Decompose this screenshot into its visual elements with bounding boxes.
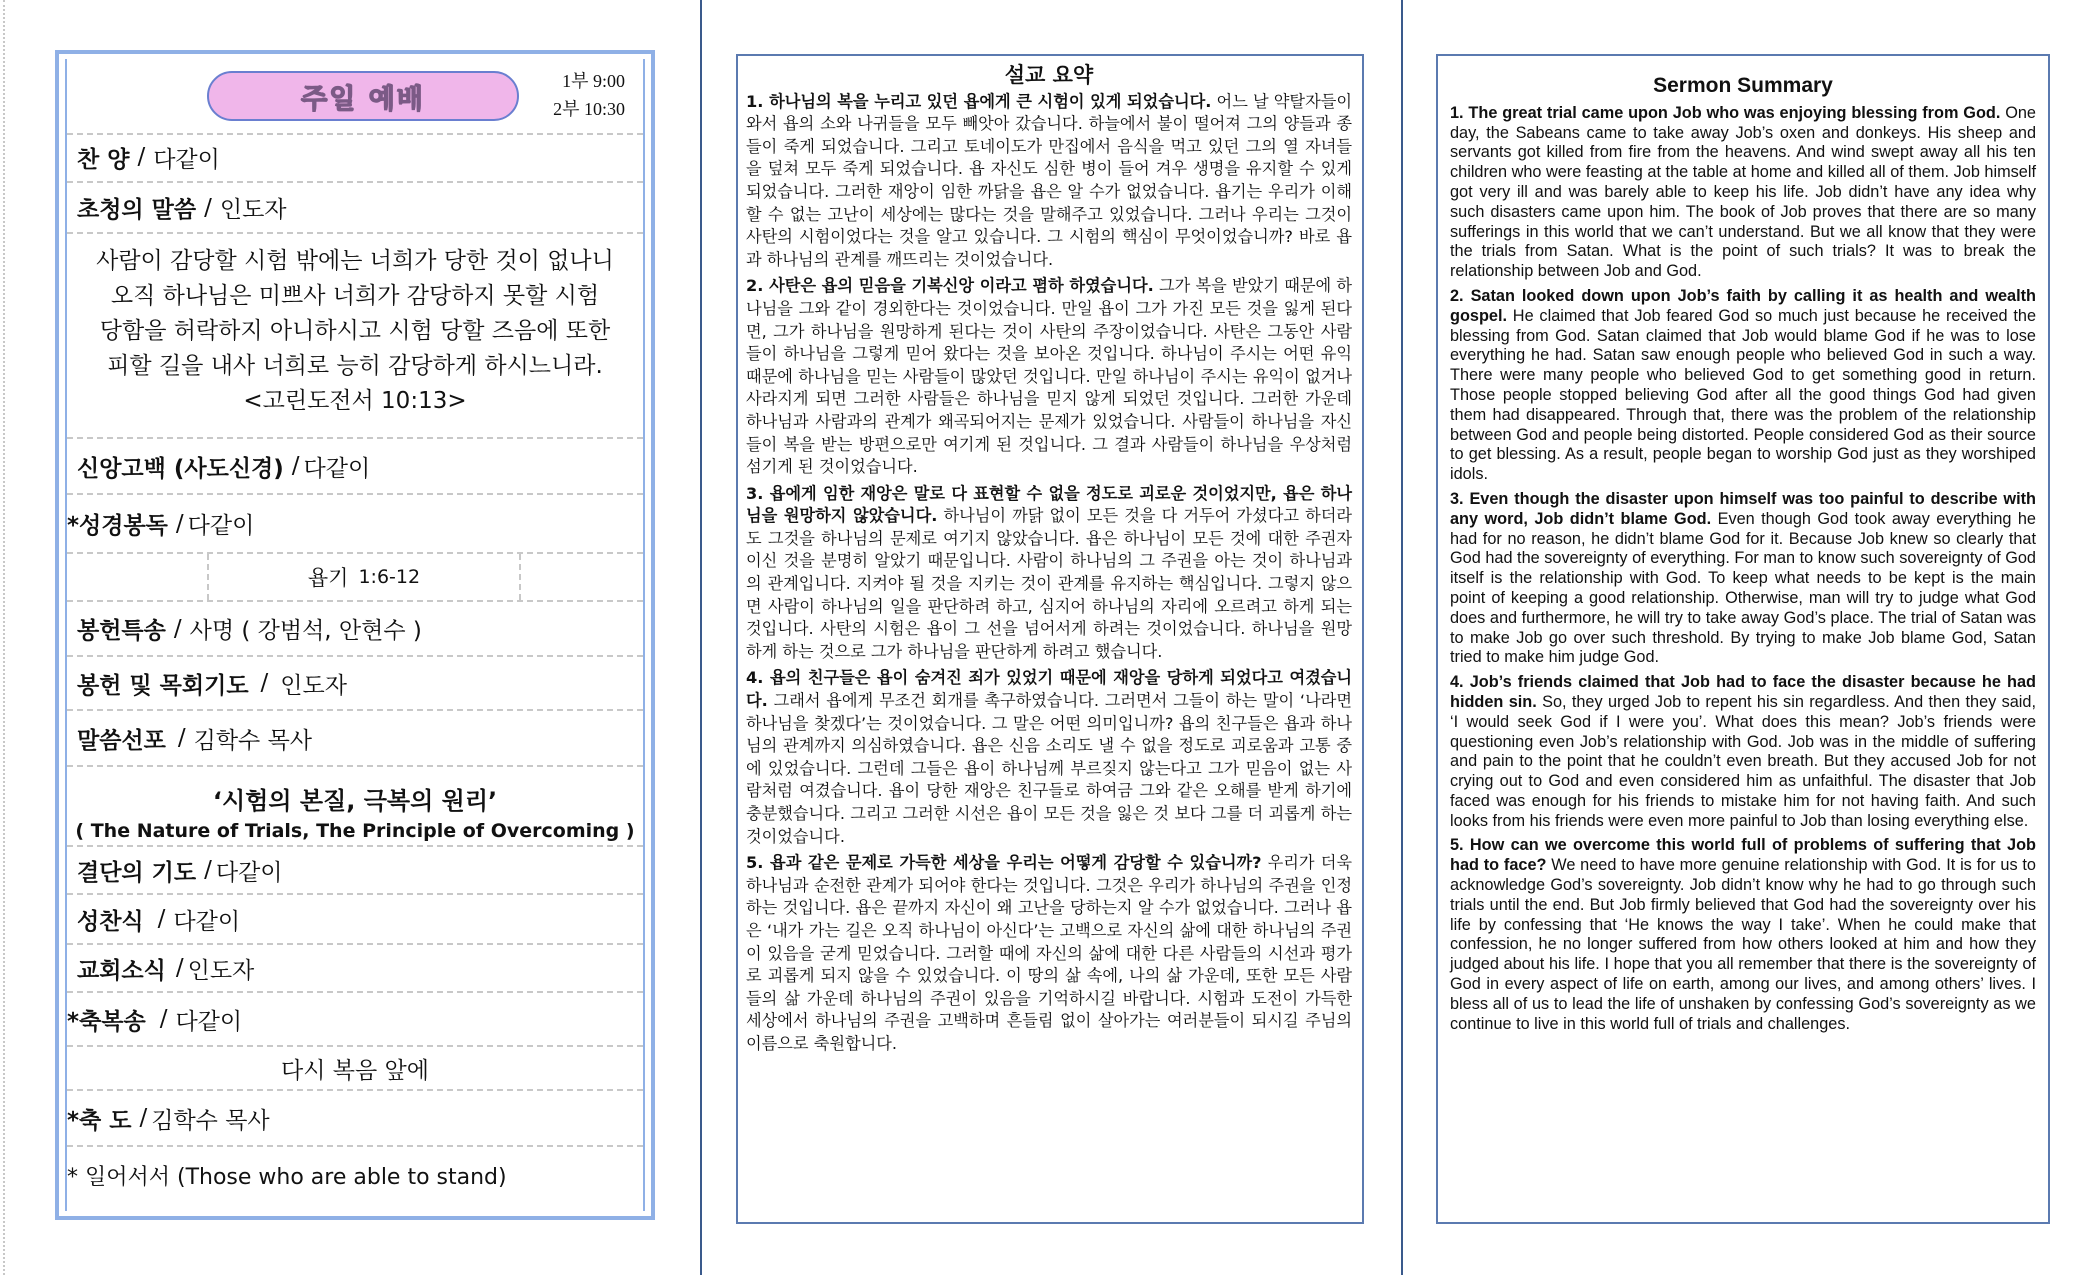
service-title: 주일 예배 bbox=[207, 71, 519, 121]
point-body: 그래서 욥에게 무조건 회개를 촉구하였습니다. 그러면서 그들이 하는 말이 ‘나라면 하나님을 찾겠다’는 것이었습니다. 그 말은 어떤 의미입니까? 욥의 친구들은 욥과 하나님의 관계까지 의심하였습니다. 욥은 신음 소리도 낼 수 없을 정도로 괴로움과 고통 중에 있었습니다. 그런데 그들은 욥이 하나님께 부르짖지 않는다고 그가 믿음이 없는 사람처럼 여겼습니다. 욥이 당한 재앙은 친구들로 하여금 그와 같은 오해를 받게 하기에 충분했습니다. 그리고 그러한 시선은 욥이 모든 것을 잃은 것 보다 그를 더 괴롭게 하는 것이었습니다. bbox=[746, 691, 1352, 846]
point-body: 그가 복을 받았기 때문에 하나님을 그와 같이 경외한다는 것이었습니다. 만일 욥이 그가 가진 모든 것을 잃게 된다면, 그가 하나님을 원망하게 된다는 것이 사탄의 주장이었습니다. 사탄은 그동안 사람들이 하나님을 그렇게 믿어 왔다는 것을 보아온 것입니다. 하나님이 주시는 어떤 유익 때문에 하나님을 믿는 사람들이 많았던 것입니다. 만일 하나님이 주시는 유익이 없거나 사라지게 되면 그러한 사람들은 하나님을 믿지 않게 되었던 것입니다. 그러한 가운데 하나님과 사람과의 관계가 왜곡되어지는 문제가 있었습니다. 사람들이 하나님을 자신들이 복을 받는 방편으로만 여기게 된 것입니다. 그 결과 사람들이 하나님을 우상처럼 섬기게 된 것이었습니다. bbox=[746, 276, 1353, 477]
passage-book: 욥기 bbox=[307, 566, 349, 590]
sermon-title-block bbox=[67, 767, 643, 847]
worship-item-sermon bbox=[67, 711, 643, 767]
sermon-summary-english bbox=[1436, 54, 2050, 1224]
panel-divider bbox=[1401, 0, 1403, 1275]
item-separator: / bbox=[175, 955, 184, 981]
item-separator: / bbox=[173, 615, 182, 642]
item-label: *성경봉독 bbox=[67, 513, 168, 539]
order-of-worship-inner bbox=[65, 59, 645, 1211]
service-times bbox=[553, 67, 625, 123]
blessing-song-title-row bbox=[67, 1047, 643, 1091]
summary-point bbox=[746, 91, 1352, 272]
stand-note-row bbox=[67, 1147, 643, 1203]
point-heading: 5. How can we overcome this world full of problems of suffering that Job had to face? bbox=[1450, 836, 2036, 875]
item-leader: 인도자 bbox=[219, 197, 287, 223]
panel-divider bbox=[700, 0, 702, 1275]
item-separator: / bbox=[204, 857, 212, 883]
summary-point bbox=[1450, 104, 2036, 282]
worship-item-blessing-song bbox=[67, 993, 643, 1047]
blessing-song-title: 다시 복음 앞에 bbox=[281, 1057, 429, 1084]
verse-line: 피할 길을 내사 너희로 능히 감당하게 하시느니라. bbox=[107, 353, 603, 379]
point-heading: 5. 욥과 같은 문제로 가득한 세상을 우리는 어떻게 감당할 수 있습니까? bbox=[746, 853, 1262, 873]
sermon-title-english: ( The Nature of Trials, The Principle of Overcoming ) bbox=[75, 820, 635, 842]
stand-note: * 일어서서 (Those who are able to stand) bbox=[67, 1164, 507, 1190]
item-separator: / bbox=[175, 510, 184, 537]
point-body: 어느 날 약탈자들이 와서 욥의 소와 나귀들을 모두 빼앗아 갔습니다. 하늘에서 불이 떨어져 그의 양들과 종들이 죽게 되었습니다. 그리고 토네이도가 만집에서 음식을 먹고 있던 그의 열 자녀들을 덮쳐 모두 죽게 되었습니다. 욥 자신도 심한 병이 들어 겨우 생명을 유지할 수 있게 되었습니다. 그러한 재앙이 임한 까닭을 욥은 알 수가 없었습니다. 욥기는 우리가 이해할 수 없는 고난이 세상에는 많다는 것을 말해주고 있었습니다. 그러나 우리는 그것이 사탄의 시험이었다는 것을 알고 있습니다. 그 시험의 핵심이 무엇이었습니까? 바로 욥과 하나님의 관계를 깨뜨리는 것이었습니다. bbox=[746, 91, 1353, 269]
item-label: 성찬식 bbox=[77, 908, 144, 935]
item-separator: / bbox=[159, 1006, 168, 1032]
item-label: 신앙고백 (사도신경) bbox=[77, 455, 284, 482]
point-body: So, they urged Job to repent his sin regardless. And then they said, ‘I would seek God if I were you’. What does this mean? Job’s friends were questioning even Job’s relationship with God. Job was in the middle of suffering and pain to the point that he couldn’t even breath. But they accused Job for not crying out to God and even considered him as unfaithful. The disaster that Job faced was enough for his friends to mistake him for not having faith. And such looks from his friends were even more painful to Job than losing everything else. bbox=[1450, 692, 2036, 830]
item-separator: / bbox=[137, 144, 146, 170]
item-label: 말씀선포 bbox=[77, 727, 166, 754]
passage-verses: 1:6-12 bbox=[358, 566, 421, 588]
verse-line: 당함을 허락하지 아니하시고 시험 당할 즈음에 또한 bbox=[99, 318, 611, 344]
item-separator: / bbox=[204, 194, 212, 221]
item-label: *축 도 bbox=[67, 1107, 132, 1134]
worship-item-communion bbox=[67, 895, 643, 945]
verse-line: 사람이 감당할 시험 밖에는 너희가 당한 것이 없나니 bbox=[96, 248, 614, 274]
point-body: 우리가 더욱 하나님과 순전한 관계가 되어야 한다는 것입니다. 그것은 우리가 하나님의 주권을 인정하는 것입니다. 욥은 끝까지 자신이 왜 고난을 당하는지 알 수가 없었습니다. 그러나 욥은 ‘내가 가는 길은 오직 하나님이 아신다’는 고백으로 자신의 삶에 대한 하나님의 주권이 있음을 굳게 믿었습니다. 그러할 때에 자신의 삶에 대한 다른 사람들의 시선과 평가로 괴롭게 되지 않을 수 있었습니다. 이 땅의 삶 속에, 나의 삶 가운데, 또한 모든 사람들의 삶 가운데 하나님의 주권이 있음을 기억하시길 바랍니다. 시험과 도전이 가득한 세상에서 하나님의 주권을 고백하며 흔들림 없이 살아가는 여러분들이 되시길 주님의 이름으로 축원합니다. bbox=[746, 853, 1353, 1053]
point-heading: 4. 욥의 친구들은 욥이 숨겨진 죄가 있었기 때문에 재앙을 당하게 되었다고 여겼습니다. bbox=[746, 668, 1352, 711]
item-label: *축복송 bbox=[67, 1008, 146, 1035]
invitation-verse bbox=[67, 234, 643, 439]
summary-title: 설교 요약 bbox=[1004, 63, 1094, 87]
summary-point bbox=[1450, 836, 2036, 1034]
item-label: 봉헌 및 목회기도 bbox=[77, 672, 249, 699]
worship-item-reading bbox=[67, 495, 643, 554]
item-leader: 김학수 목사 bbox=[151, 1107, 270, 1134]
item-separator: / bbox=[291, 453, 300, 479]
item-leader: 사명 ( 강범석, 안현수 ) bbox=[189, 618, 422, 644]
item-separator: / bbox=[139, 1105, 148, 1131]
item-label: 봉헌특송 bbox=[77, 618, 166, 644]
item-label: 초청의 말씀 bbox=[77, 197, 197, 223]
order-of-worship-panel bbox=[55, 50, 655, 1220]
worship-item-praise bbox=[67, 133, 643, 183]
sermon-summary-korean bbox=[736, 54, 1364, 1224]
item-leader: 다같이 bbox=[187, 513, 255, 539]
summary-point bbox=[746, 852, 1352, 1055]
worship-item-creed bbox=[67, 439, 643, 495]
point-heading: 3. Even though the disaster upon himself was too painful to describe with any word, Job didn’t blame God. bbox=[1450, 489, 2036, 528]
summary-title: Sermon Summary bbox=[1653, 74, 1833, 97]
worship-item-church-news bbox=[67, 945, 643, 993]
point-body: One day, the Sabeans came to take away Job’s oxen and donkeys. His sheep and servants got killed from fire from the heavens. And wind swept away all his ten children who were feasting at the table at home and killed all of them. Job himself got very ill and was barely able to keep his life. Job didn’t have any idea why such disasters came upon him. The book of Job proves that there are so many sufferings in this world that we can’t understand. But we all know that they were the trials from Satan. What is the point of such trials? It was to break the relationship between Job and God. bbox=[1450, 103, 2036, 281]
point-heading: 3. 욥에게 임한 재앙은 말로 다 표현할 수 없을 정도로 괴로운 것이었지만, 욥은 하나님을 원망하지 않았습니다. bbox=[746, 483, 1352, 526]
second-service-time: 2부 10:30 bbox=[553, 99, 625, 119]
summary-point bbox=[1450, 490, 2036, 668]
reading-passage bbox=[207, 554, 521, 600]
item-label: 찬 양 bbox=[77, 146, 130, 173]
item-label: 결단의 기도 bbox=[77, 859, 197, 886]
summary-point bbox=[746, 483, 1352, 664]
worship-item-offering bbox=[67, 657, 643, 711]
item-leader: 인도자 bbox=[187, 957, 255, 984]
point-heading: 4. Job’s friends claimed that Job had to face the disaster because he had hidden sin. bbox=[1450, 673, 2036, 711]
left-page-edge bbox=[3, 0, 5, 1275]
item-separator: / bbox=[157, 906, 166, 932]
item-separator: / bbox=[260, 670, 269, 696]
verse-reference: <고린도전서 10:13> bbox=[243, 388, 467, 414]
first-service-time: 1부 9:00 bbox=[562, 71, 625, 91]
verse-line: 오직 하나님은 미쁘사 너희가 감당하지 못할 시험 bbox=[110, 283, 600, 309]
worship-item-special-song bbox=[67, 602, 643, 657]
point-heading: 2. 사탄은 욥의 믿음을 기복신앙 이라고 폄하 하였습니다. bbox=[746, 276, 1154, 296]
point-heading: 1. 하나님의 복을 누리고 있던 욥에게 큰 시험이 있게 되었습니다. bbox=[746, 91, 1212, 111]
summary-point bbox=[1450, 673, 2036, 831]
point-body: Even though God took away everything he had for no reason, he didn’t blame God for it. Because Job knew so clearly that God had the sovereignty of everything. For man to know such sovereignty of God itself is the relationship with God. To keep what needs to be kept is the main point of keeping a good relationship. Otherwise, man will try to judge what God does and furthermore, he will try to take away God’s place. The trial of Satan was to make Job go over such threshold. By trying to make Job blame God, Satan tried to make him judge God. bbox=[1450, 509, 2036, 667]
point-heading: 1. The great trial came upon Job who was enjoying blessing from God. bbox=[1450, 103, 2001, 122]
summary-point bbox=[746, 275, 1352, 478]
item-separator: / bbox=[177, 725, 186, 751]
summary-point bbox=[746, 667, 1352, 848]
item-leader: 다같이 bbox=[153, 146, 220, 173]
item-leader: 다같이 bbox=[173, 908, 241, 935]
service-header bbox=[67, 59, 643, 135]
item-leader: 김학수 목사 bbox=[193, 727, 313, 754]
point-body: We need to have more genuine relationship with God. It is for us to acknowledge God’s sovereignty. Job didn’t know why he had to go through such trials until the end. But Job firmly believed that God had the sovereignty over his life by confessing that ‘He knows the way I take’. When he could make that confession, he no longer suffered from how others looked at him and how they judged about his life. I hope that you all remember that there is the sovereignty of God in every aspect of life on earth, among our lives, and among others’ lives. I bless all of us to lead the life of unshaken by confessing God’s sovereignty as we continue to live in this world full of trials and challenges. bbox=[1450, 856, 2036, 1033]
point-heading: 2. Satan looked down upon Job’s faith by calling it as health and wealth gospel. bbox=[1450, 286, 2036, 325]
item-leader: 다같이 bbox=[175, 1008, 243, 1035]
worship-item-invitation bbox=[67, 183, 643, 234]
sermon-title-korean: ‘시험의 본질, 극복의 원리’ bbox=[212, 787, 498, 815]
item-leader: 인도자 bbox=[280, 672, 347, 699]
point-body: He claimed that Job feared God so much just because he received the blessing from God. Satan claimed that Job would blame God if he was to lose everything he had. Satan saw enough people who believed God in such a way. There were many people who believed God to get something good in return. Those people stopped believing God after all the good things God had given them had disappeared. Through that, there was the problem of the relationship between God and people being distorted. People considered God as their source to get blessing. As a result, people began to worship God just as they worshiped idols. bbox=[1450, 306, 2036, 484]
item-label: 교회소식 bbox=[77, 957, 166, 984]
item-leader: 다같이 bbox=[215, 859, 283, 886]
item-leader: 다같이 bbox=[303, 455, 371, 482]
reading-passage-row bbox=[67, 554, 643, 602]
worship-item-benediction bbox=[67, 1091, 643, 1147]
point-body: 하나님이 까닭 없이 모든 것을 다 거두어 가셨다고 하더라도 그것을 하나님의 문제로 여기지 않았습니다. 욥은 하나님이 모든 것에 대한 주권자이신 것을 분명히 알았기 때문입니다. 사람이 하나님의 그 주권을 아는 것이 하나님과의 관계입니다. 지켜야 될 것을 지키는 것이 관계를 유지하는 핵심입니다. 그렇지 않으면 사람이 하나님의 일을 판단하려 하고, 심지어 하나님의 자리에 오르려고 하게 되는 것입니다. 사탄의 시험은 욥이 그 선을 넘어서게 하려는 것이었습니다. 하나님을 원망하게 하는 것으로 그가 하나님을 판단하게 하려고 했습니다. bbox=[746, 506, 1353, 661]
worship-item-decision-prayer bbox=[67, 847, 643, 895]
summary-point bbox=[1450, 287, 2036, 485]
